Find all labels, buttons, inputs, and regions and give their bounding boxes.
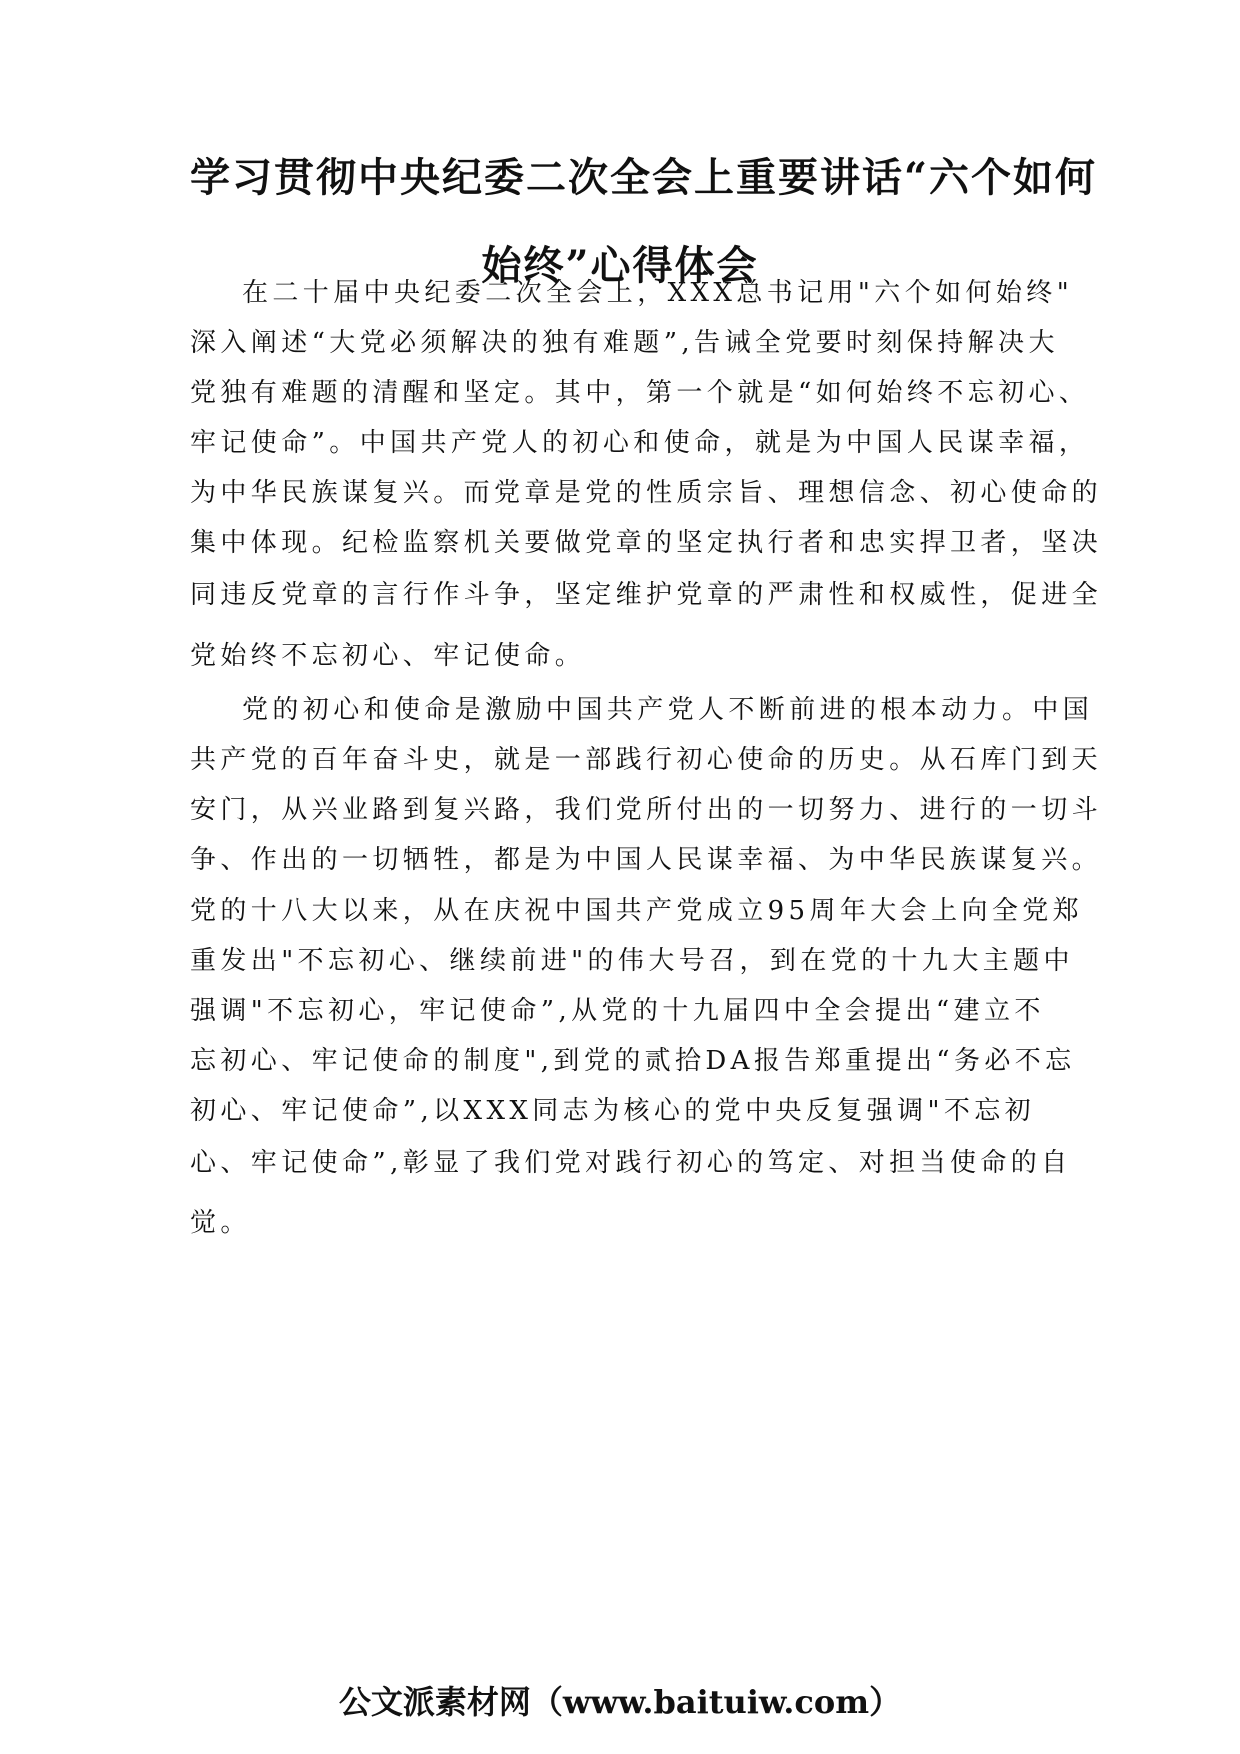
paragraph-2-line-8: 忘初心、牢记使命的制度",到党的贰拾DA报告郑重提出“务必不忘 [190,1046,1076,1076]
document-title-line-1: 学习贯彻中央纪委二次全会上重要讲话“六个如何 [190,154,1098,201]
footer-source: 公文派素材网（www.baituiw.com） [338,1683,902,1721]
paragraph-1-line-7: 同违反党章的言行作斗争，坚定维护党章的严肃性和权威性，促进全 [190,580,1103,610]
paragraph-1-line-5: 为中华民族谋复兴。而党章是党的性质宗旨、理想信念、初心使命的 [190,478,1103,508]
paragraph-1-line-6: 集中体现。纪检监察机关要做党章的坚定执行者和忠实捍卫者，坚决 [190,528,1103,558]
paragraph-2-line-3: 安门，从兴业路到复兴路，我们党所付出的一切努力、进行的一切斗 [190,795,1103,825]
paragraph-1-line-3: 党独有难题的清醒和坚定。其中，第一个就是“如何始终不忘初心、 [190,378,1090,408]
paragraph-1-line-1: 在二十届中央纪委二次全会上，XXX总书记用"六个如何始终" [242,278,1074,308]
paragraph-2-line-7: 强调"不忘初心，牢记使命”,从党的十九届四中全会提出“建立不 [190,996,1045,1026]
paragraph-2-line-11: 觉。 [190,1208,251,1238]
paragraph-1-line-2: 深入阐述“大党必须解决的独有难题”,告诫全党要时刻保持解决大 [190,328,1059,358]
paragraph-2-line-9: 初心、牢记使命”,以XXX同志为核心的党中央反复强调"不忘初 [190,1096,1036,1126]
document-title-line-2: 始终”心得体会 [481,242,759,289]
paragraph-2-line-1: 党的初心和使命是激励中国共产党人不断前进的根本动力。中国 [242,695,1094,725]
paragraph-2-line-6: 重发出"不忘初心、继续前进"的伟大号召，到在党的十九大主题中 [190,946,1074,976]
paragraph-2-line-2: 共产党的百年奋斗史，就是一部践行初心使命的历史。从石库门到天 [190,745,1103,775]
paragraph-2-line-4: 争、作出的一切牺牲，都是为中国人民谋幸福、为中华民族谋复兴。 [190,845,1103,875]
paragraph-1-line-4: 牢记使命”。中国共产党人的初心和使命，就是为中国人民谋幸福， [190,428,1090,458]
paragraph-2-line-5: 党的十八大以来，从在庆祝中国共产党成立95周年大会上向全党郑 [190,896,1084,926]
paragraph-1-line-8: 党始终不忘初心、牢记使命。 [190,641,586,671]
paragraph-2-line-10: 心、牢记使命”,彰显了我们党对践行初心的笃定、对担当使命的自 [190,1148,1072,1178]
